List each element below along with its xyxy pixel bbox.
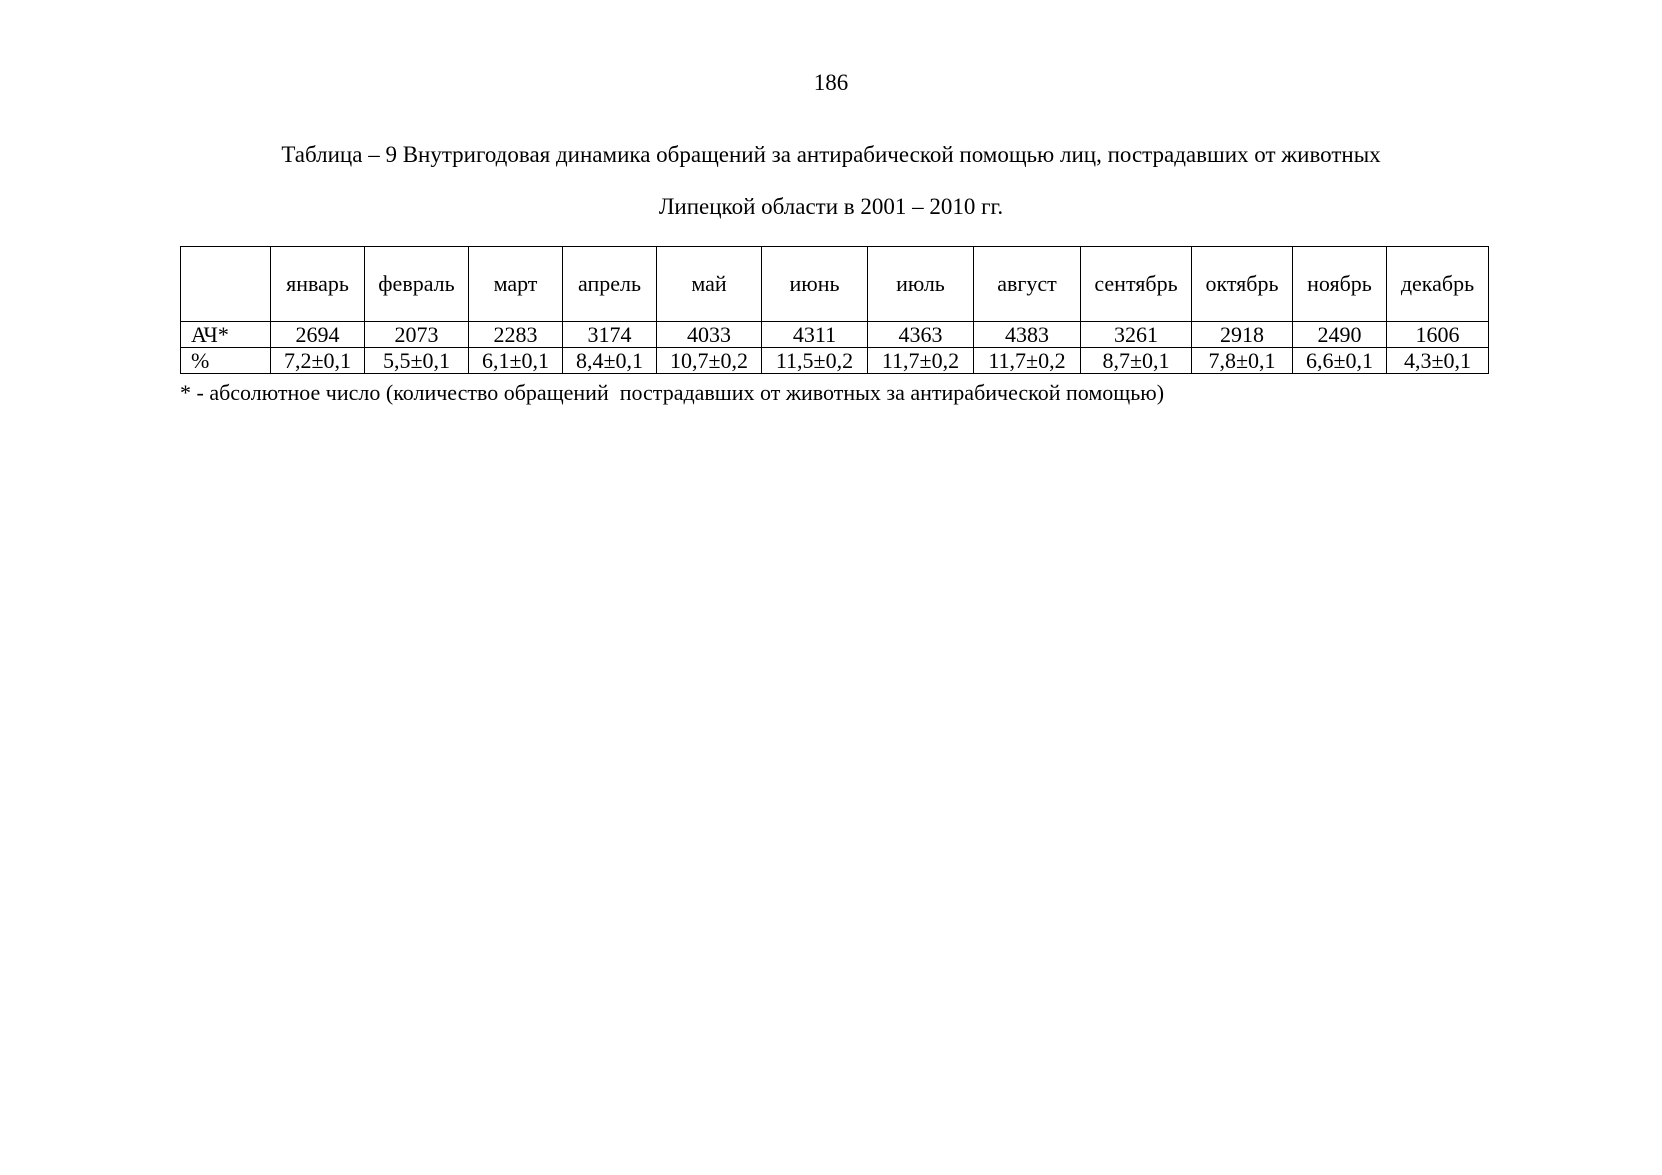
table-cell: 1606 [1387, 322, 1489, 348]
month-header: декабрь [1387, 247, 1489, 322]
table-cell: 3261 [1081, 322, 1192, 348]
row-label: % [181, 348, 271, 374]
table-cell: 4033 [657, 322, 762, 348]
month-header: июль [868, 247, 974, 322]
table-cell: 4363 [868, 322, 974, 348]
table-cell: 8,7±0,1 [1081, 348, 1192, 374]
table-cell: 2918 [1192, 322, 1293, 348]
month-header: март [469, 247, 563, 322]
table-cell: 6,1±0,1 [469, 348, 563, 374]
table-cell: 2694 [271, 322, 365, 348]
month-header: апрель [563, 247, 657, 322]
table-cell: 6,6±0,1 [1293, 348, 1387, 374]
table-header-row [181, 247, 1489, 322]
table-cell: 7,2±0,1 [271, 348, 365, 374]
table-row-percent [181, 348, 1489, 374]
table-cell: 8,4±0,1 [563, 348, 657, 374]
month-header: январь [271, 247, 365, 322]
table-cell: 4311 [762, 322, 868, 348]
page-number: 186 [813, 70, 849, 95]
month-header: ноябрь [1293, 247, 1387, 322]
month-header: сентябрь [1081, 247, 1192, 322]
table-cell: 2073 [365, 322, 469, 348]
month-header: август [974, 247, 1081, 322]
monthly-dynamics-table [180, 246, 1489, 374]
month-header: июнь [762, 247, 868, 322]
month-header: февраль [365, 247, 469, 322]
row-label: АЧ* [181, 322, 271, 348]
table-corner-cell [181, 247, 271, 322]
table-cell: 5,5±0,1 [365, 348, 469, 374]
month-header: май [657, 247, 762, 322]
table-cell: 2283 [469, 322, 563, 348]
table-caption-line-1: Таблица – 9 Внутригодовая динамика обращений за антирабической помощью лиц, пострадавших от животных [281, 142, 1381, 167]
table-cell: 3174 [563, 322, 657, 348]
table-cell: 7,8±0,1 [1192, 348, 1293, 374]
month-header: октябрь [1192, 247, 1293, 322]
table-cell: 11,7±0,2 [974, 348, 1081, 374]
table-cell: 11,7±0,2 [868, 348, 974, 374]
table-cell: 11,5±0,2 [762, 348, 868, 374]
table-caption-line-2: Липецкой области в 2001 – 2010 гг. [658, 194, 1004, 219]
table-row-absolute [181, 322, 1489, 348]
table-cell: 4383 [974, 322, 1081, 348]
table-cell: 4,3±0,1 [1387, 348, 1489, 374]
table-footnote: * - абсолютное число (количество обращений пострадавших от животных за антирабической помощью) [180, 380, 1165, 405]
table-cell: 10,7±0,2 [657, 348, 762, 374]
table-cell: 2490 [1293, 322, 1387, 348]
